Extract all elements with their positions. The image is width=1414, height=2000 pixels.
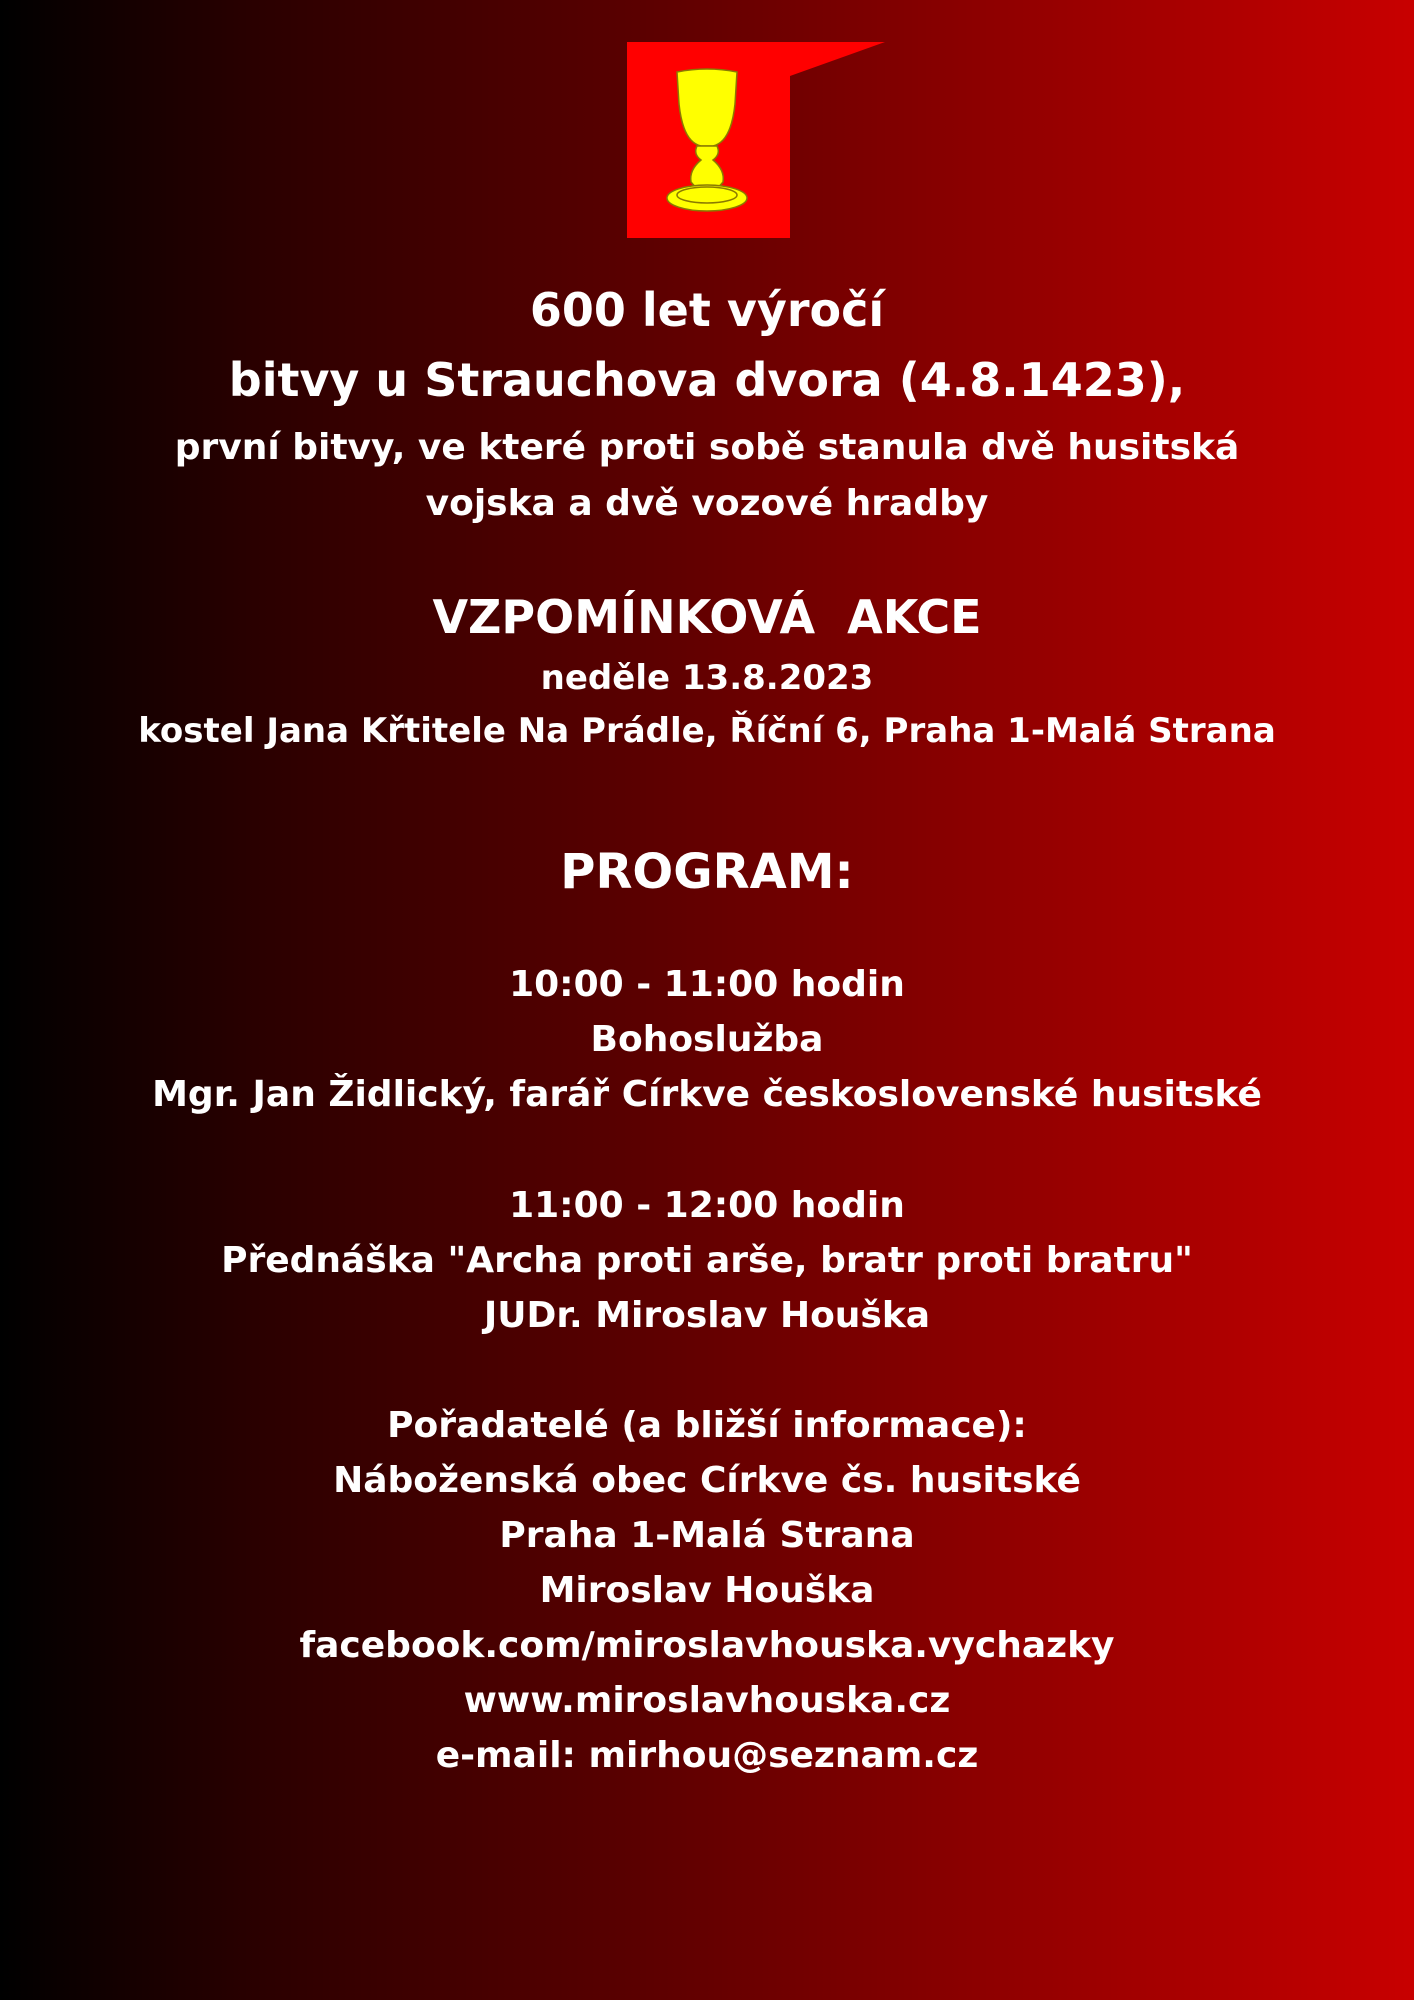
chalice-flag-icon xyxy=(627,42,887,242)
subtitle-line: vojska a dvě vozové hradby xyxy=(425,483,989,524)
website-link[interactable]: www.miroslavhouska.cz xyxy=(463,1680,951,1721)
program-item-person: JUDr. Miroslav Houška xyxy=(483,1295,931,1336)
subtitle xyxy=(0,420,1414,532)
chalice-flag-emblem xyxy=(627,42,887,242)
organizer-line: Praha 1-Malá Strana xyxy=(499,1515,915,1556)
flag-shape xyxy=(627,42,885,238)
program-item-time: 10:00 - 11:00 hodin xyxy=(509,964,905,1005)
program-item-title: Přednáška "Archa proti arše, bratr proti bratru" xyxy=(221,1240,1193,1281)
program-item-person: Mgr. Jan Židlický, farář Církve československé husitské xyxy=(152,1074,1262,1115)
email-link[interactable]: e-mail: mirhou@seznam.cz xyxy=(435,1735,979,1776)
title-line-1: 600 let výročí xyxy=(529,283,885,337)
event-heading: VZPOMÍNKOVÁ AKCE xyxy=(432,590,982,644)
program-item-time: 11:00 - 12:00 hodin xyxy=(509,1185,905,1226)
program-item xyxy=(0,1178,1414,1343)
program-item xyxy=(0,957,1414,1122)
event-date: neděle 13.8.2023 xyxy=(540,658,874,698)
title-line-2: bitvy u Strauchova dvora (4.8.1423), xyxy=(228,353,1186,407)
organizer-line: Miroslav Houška xyxy=(539,1570,875,1611)
program-heading: PROGRAM: xyxy=(560,844,854,900)
event-place: kostel Jana Křtitele Na Prádle, Říční 6, Praha 1-Malá Strana xyxy=(138,711,1276,751)
organizers xyxy=(0,1398,1414,1783)
subtitle-line: první bitvy, ve které proti sobě stanula dvě husitská xyxy=(174,427,1240,468)
organizers-heading: Pořadatelé (a bližší informace): xyxy=(387,1405,1027,1446)
facebook-link[interactable]: facebook.com/miroslavhouska.vychazky xyxy=(299,1625,1115,1666)
organizer-line: Náboženská obec Církve čs. husitské xyxy=(333,1460,1081,1501)
program-item-title: Bohoslužba xyxy=(590,1019,824,1060)
